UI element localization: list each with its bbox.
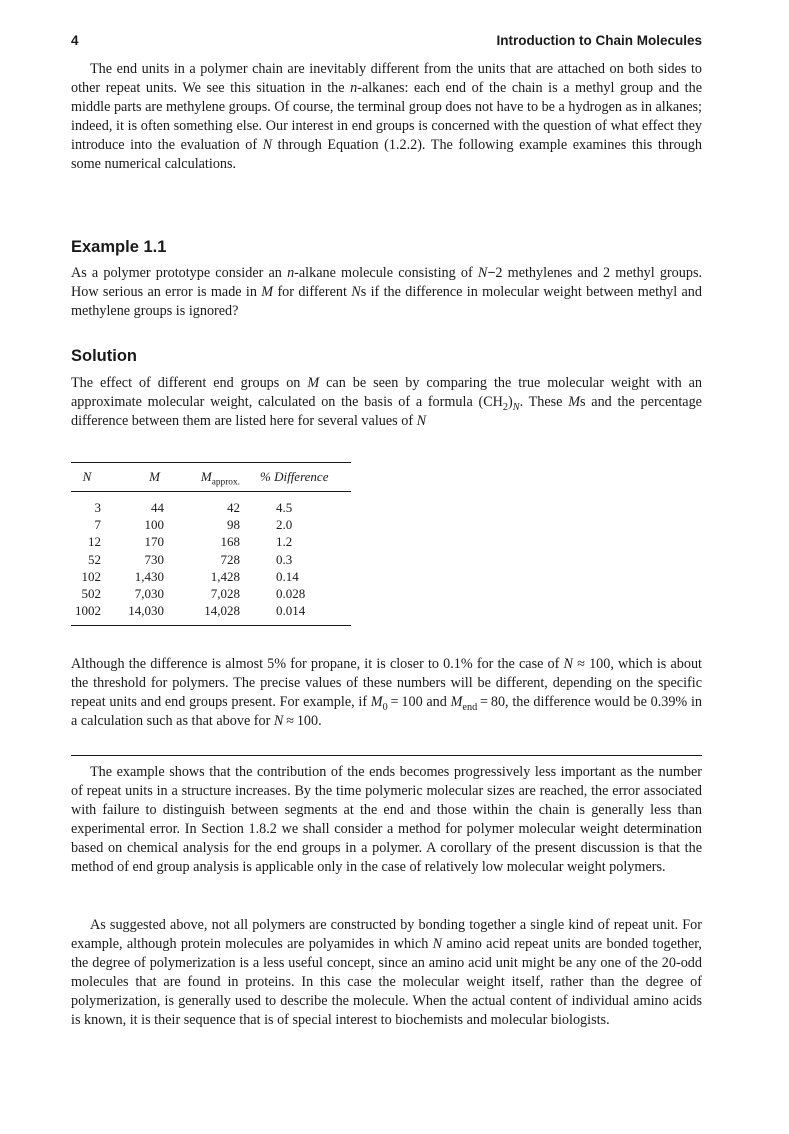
running-head — [71, 33, 702, 48]
cell-diff: 0.028 — [276, 586, 306, 602]
after-table-text: ≈ 100. — [283, 713, 322, 730]
subscript: N — [512, 401, 520, 413]
cell-diff: 0.14 — [276, 568, 299, 584]
table-row — [71, 492, 351, 517]
page-number: 4 — [71, 33, 79, 48]
subscript: 0 — [382, 702, 388, 714]
example-paragraph — [71, 264, 702, 321]
col-header-diff: % Difference — [242, 463, 351, 492]
cell-diff: 0.3 — [276, 551, 293, 567]
intro-paragraph — [71, 60, 702, 175]
running-title: Introduction to Chain Molecules — [496, 33, 702, 48]
body-var-N: N — [432, 936, 443, 953]
solution-paragraph — [71, 374, 702, 431]
example-var-N: N — [477, 265, 488, 281]
cell-m: 14,030 — [103, 602, 166, 626]
cell-n: 52 — [88, 551, 101, 567]
example-text: 2 methylenes and 2 methyl groups. How serious an error is made in — [71, 265, 703, 301]
intro-text: The end units in a polymer chain are inevitably different from the units that are attached on both sides to other repeat units. We see this situation in the — [71, 61, 702, 97]
intro-text: through Equation (1.2.2). The following example examines this through some numerical calculations. — [71, 137, 703, 173]
cell-m: 170 — [144, 534, 164, 550]
example-text: s if the difference in molecular weight between methyl and methylene groups is ignored? — [71, 284, 702, 320]
solution-var-M: M — [568, 394, 581, 411]
after-table-var-N: N — [273, 713, 284, 730]
cell-n: 3 — [94, 500, 101, 515]
cell-n: 7 — [94, 517, 101, 533]
col-header-m-approx-sub: approx. — [211, 477, 240, 488]
table-row — [71, 602, 351, 626]
cell-m-approx: 728 — [220, 551, 240, 567]
cell-diff: 0.014 — [242, 602, 351, 626]
example-var-N: N — [351, 284, 361, 301]
solution-var-M: M — [307, 375, 320, 391]
intro-var-N: N — [262, 137, 273, 154]
subscript: end — [462, 702, 478, 714]
cell-n: 12 — [88, 534, 101, 550]
minus-sign: − — [487, 265, 496, 281]
table-header-row — [71, 463, 351, 492]
body-text: amino acid repeat units are bonded together, the degree of polymerization is a less useful concept, since an amino acid unit might be any one of the 20-odd molecules that are found in proteins. In this case the molecular weight itself, rather than the degree of polymerization, is generally used to describe the molecule. When the actual content of individual amino acids is known, it is their sequence that is of special interest to biochemists and molecular biologists. — [71, 936, 702, 1029]
cell-m-approx: 98 — [227, 517, 240, 533]
cell-diff: 1.2 — [276, 534, 293, 550]
solution-text: can be seen by comparing the true molecular weight with an approximate molecular weight, calculated on the basis of a formula (CH — [71, 375, 702, 411]
cell-n: 502 — [81, 586, 101, 602]
solution-heading: Solution — [71, 347, 137, 365]
cell-m-approx: 42 — [227, 500, 240, 515]
after-table-var-M: M — [450, 694, 463, 711]
table-row — [71, 585, 351, 602]
solution-text: s and the percentage difference between them are listed here for several values of — [71, 394, 702, 430]
cell-m: 1,430 — [134, 568, 164, 584]
after-table-paragraph — [71, 655, 702, 731]
cell-m-approx: 7,028 — [210, 586, 240, 602]
cell-m: 7,030 — [134, 586, 164, 602]
example-text: As a polymer prototype consider an — [71, 265, 288, 281]
example-var-M: M — [261, 284, 274, 301]
example-text: -alkane molecule consisting of — [294, 265, 478, 281]
after-table-text: = 80, the difference would be 0.39% in a calculation such as that above for — [71, 694, 703, 730]
cell-m: 730 — [144, 551, 164, 567]
cell-m: 100 — [144, 517, 164, 533]
after-table-text: Although the difference is almost 5% for propane, it is closer to 0.1% for the case of — [71, 656, 564, 672]
after-table-text: ≈ 100, which is about the threshold for polymers. The precise values of these numbers will be different, depending on the specific repeat units and end groups present. For example, if — [71, 656, 702, 711]
cell-m-approx: 168 — [220, 534, 240, 550]
solution-text: ) — [508, 394, 513, 411]
example-text: for different — [273, 284, 352, 301]
cell-n: 1002 — [71, 602, 103, 626]
col-header-n: N — [71, 463, 103, 492]
col-header-m: M — [103, 463, 166, 492]
solution-text: . These — [519, 394, 569, 411]
col-header-m-approx — [166, 463, 242, 492]
example-var-n: n — [287, 265, 295, 281]
cell-m-approx: 14,028 — [166, 602, 242, 626]
solution-text: The effect of different end groups on — [71, 375, 308, 391]
table-row — [71, 533, 351, 550]
cell-m-approx: 1,428 — [210, 568, 240, 584]
body-paragraph-2: The example shows that the contribution of the ends becomes progressively less important as the number of repeat units in a structure increases. By the time polymeric molecular sizes are reached, the error associated with failure to distinguish between segments at the end and those within the chain is generally less than experimental error. In Section 1.8.2 we shall consider a method for polymer molecular weight determination based on chemical analysis for the end groups in a polymer. A corollary of the present discussion is that the method of end group analysis is applicable only in the case of relatively low molecular weight polymers. — [71, 764, 702, 876]
col-header-m-approx-symbol: M — [200, 468, 212, 484]
table-row — [71, 516, 351, 533]
cell-diff: 4.5 — [276, 500, 293, 515]
after-table-text: = 100 and — [387, 694, 451, 711]
cell-n: 102 — [81, 568, 101, 584]
intro-text: -alkanes: each end of the chain is a methyl group and the middle parts are methylene groups. Of course, the terminal group does not have to be a hydrogen as in alkanes; indeed, it is often something else. Our interest in end groups is concerned with the question of what effect they introduce into the evaluation of — [71, 80, 702, 154]
after-table-var-M: M — [370, 694, 383, 711]
intro-var-n: n — [350, 80, 358, 97]
table-row — [71, 551, 351, 568]
body-text: As suggested above, not all polymers are constructed by bonding together a single kind of repeat unit. For example, although protein molecules are polyamides in which — [71, 917, 702, 953]
body-paragraph-3 — [71, 916, 702, 1031]
cell-m: 44 — [151, 500, 164, 515]
example-heading: Example 1.1 — [71, 238, 167, 256]
subscript: 2 — [502, 401, 509, 413]
cell-diff: 2.0 — [276, 517, 293, 533]
molecular-weight-table — [71, 462, 351, 626]
solution-var-N: N — [416, 413, 427, 430]
after-table-var-N: N — [563, 656, 573, 672]
table-body — [71, 492, 351, 626]
example-end-rule — [71, 755, 702, 756]
table-row — [71, 568, 351, 585]
